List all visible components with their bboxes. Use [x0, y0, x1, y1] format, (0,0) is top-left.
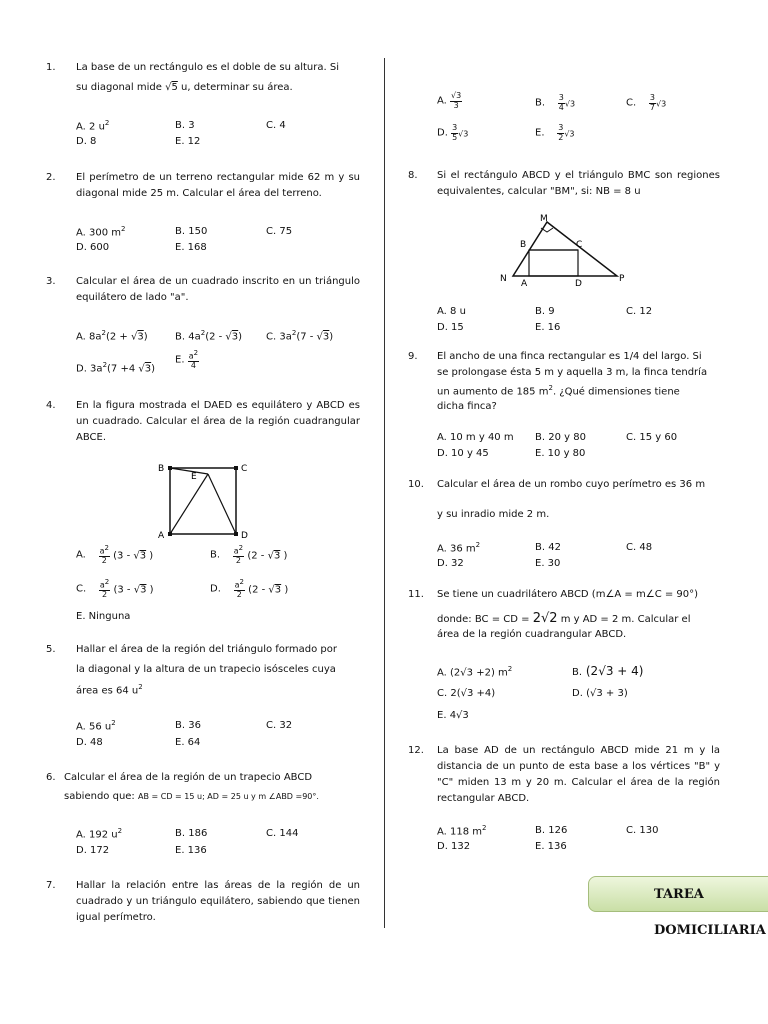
problem-12-option-e: E. 136	[535, 841, 567, 852]
problem-4-option-b: B. $\frac{a^2}{2}$ (2 - √3 )	[210, 544, 288, 566]
problem-3-option-e: E. $\frac{a^2}{4}$	[175, 349, 199, 371]
label-b: B	[520, 240, 527, 250]
problem-9-line4: dicha finca?	[437, 401, 497, 412]
segment-be	[170, 468, 208, 474]
problem-11-line1: Se tiene un cuadrilátero ABCD (m∠A = m∠C = 90°)	[437, 589, 699, 600]
problem-9-number: 9.	[408, 351, 418, 362]
problem-6-option-b: B. 186	[175, 828, 208, 839]
problem-4-option-d: D. $\frac{a^2}{2}$ (2 - √3 )	[210, 578, 289, 600]
problem-8-text: Si el rectángulo ABCD y el triángulo BMC son regiones equivalentes, calcular "BM", si: NB = 8 u	[437, 170, 720, 197]
problem-8-option-d: D. 15	[437, 322, 464, 333]
problem-11-line3: área de la región cuadrangular ABCD.	[437, 629, 627, 640]
problem-1-option-e: E. 12	[175, 136, 201, 147]
problem-5-option-b: B. 36	[175, 720, 201, 731]
problem-1-number: 1.	[46, 62, 56, 73]
problem-2-option-b: B. 150	[175, 226, 208, 237]
problem-3-number: 3.	[46, 276, 56, 287]
problem-10-option-d: D. 32	[437, 558, 464, 569]
problem-12-option-a: A. 118 $m^2$	[437, 824, 487, 838]
problem-12-text: La base AD de un rectángulo ABCD mide 21 m y la distancia de un punto de esta base a los vértices "B" y "C" miden 13 m y 20 m. Calcular el área de la región rectangular ABCD.	[437, 745, 720, 804]
problem-6-option-c: C. 144	[266, 828, 299, 839]
problem-12-option-c: C. 130	[626, 825, 659, 836]
problem-9-option-d: D. 10 y 45	[437, 448, 489, 459]
rectangle-abcd	[529, 250, 578, 276]
problem-12-option-d: D. 132	[437, 841, 471, 852]
problem-2-option-a: A. 300 $m^2$	[76, 225, 126, 239]
label-a: A	[521, 279, 528, 289]
problem-11-option-c: C. 2(√3 +4)	[437, 688, 496, 699]
problem-12-number: 12.	[408, 745, 424, 756]
problem-11-option-e: E. 4√3	[437, 710, 469, 721]
tarea-domiciliaria-banner: TAREA DOMICILIARIA	[588, 876, 768, 912]
problem-6-option-a: A. 192 $u^2$	[76, 827, 123, 841]
problem-3-option-b: B. $4a^2(2 - √3)$	[175, 329, 243, 343]
problem-5-option-d: D. 48	[76, 737, 103, 748]
label-a: A	[158, 531, 165, 541]
problem-6-option-d: D. 172	[76, 845, 110, 856]
problem-11-number: 11.	[408, 589, 424, 600]
label-e: E	[191, 472, 197, 482]
problem-5-line2: la diagonal y la altura de un trapecio isósceles cuya	[76, 664, 336, 675]
problem-7-option-a: A. $\frac{√3}{3}$	[437, 91, 462, 110]
label-d: D	[241, 531, 248, 541]
problem-6-line1: Calcular el área de la región de un trapecio ABCD	[64, 772, 313, 783]
problem-11-option-d: D. (√3 + 3)	[572, 688, 628, 699]
problem-2-text: El perímetro de un terreno rectangular mide 62 m y su diagonal mide 25 m. Calcular el área del terreno.	[76, 172, 360, 199]
problem-4-number: 4.	[46, 400, 56, 411]
problem-6-line2: sabiendo que: AB = CD = 15 u; AD = 25 u y m ∠ABD =90°.	[64, 791, 319, 802]
problem-4-figure	[150, 458, 260, 548]
label-d: D	[575, 279, 582, 289]
problem-7-number: 7.	[46, 880, 56, 891]
segment-ae	[170, 474, 208, 534]
problem-12-option-b: B. 126	[535, 825, 568, 836]
problem-7-option-c: C. $\frac{3}{7}$ √3	[626, 93, 667, 112]
problem-9-line2: se prolongase ésta 5 m y aquella 3 m, la finca tendría	[437, 367, 708, 378]
problem-11-option-b: B. (2√3 + 4)	[572, 664, 644, 678]
problem-9-option-a: A. 10 m y 40 m	[437, 432, 514, 443]
problem-8-figure	[495, 208, 635, 292]
column-divider	[384, 58, 385, 928]
problem-10-option-a: A. 36 $m^2$	[437, 541, 481, 555]
problem-8-number: 8.	[408, 170, 418, 181]
label-c: C	[241, 464, 248, 474]
problem-10-line1: Calcular el área de un rombo cuyo perímetro es 36 m	[437, 479, 706, 490]
problem-10-option-c: C. 48	[626, 542, 653, 553]
problem-10-option-b: B. 42	[535, 542, 561, 553]
problem-4-option-e: E. Ninguna	[76, 611, 131, 622]
label-m: M	[540, 214, 548, 224]
problem-8-option-b: B. 9	[535, 306, 555, 317]
problem-5-line1: Hallar el área de la región del triángulo formado por	[76, 644, 337, 655]
problem-8-option-e: E. 16	[535, 322, 561, 333]
problem-9-option-b: B. 20 y 80	[535, 432, 586, 443]
problem-5-option-a: A. 56 $u^2$	[76, 719, 116, 733]
problem-6-number: 6.	[46, 772, 56, 783]
problem-7-option-e: E. $\frac{3}{2}$ √3	[535, 123, 575, 142]
label-c: C	[576, 240, 583, 250]
problem-9-option-c: C. 15 y 60	[626, 432, 678, 443]
problem-2-number: 2.	[46, 172, 56, 183]
problem-4-option-a: A. $\frac{a^2}{2}$ (3 - √3 )	[76, 544, 154, 566]
problem-11-option-a: A. (2√3 +2) $m^2$	[437, 665, 513, 679]
vertex-b-marker	[168, 466, 172, 470]
problem-8-option-a: A. 8 u	[437, 306, 466, 317]
problem-3-text: Calcular el área de un cuadrado inscrito en un triángulo equilátero de lado "a".	[76, 276, 360, 303]
problem-10-option-e: E. 30	[535, 558, 561, 569]
vertex-c-marker	[234, 466, 238, 470]
problem-3-option-d: D. $3a^2(7 +4$ √3)	[76, 361, 156, 375]
problem-1-option-a: A. 2 $u^2$	[76, 119, 110, 133]
problem-2-option-d: D. 600	[76, 242, 110, 253]
problem-4-option-c: C. $\frac{a^2}{2}$ (3 - √3 )	[76, 578, 154, 600]
problem-2-option-e: E. 168	[175, 242, 207, 253]
problem-1-option-c: C. 4	[266, 120, 286, 131]
problem-9-line3: un aumento de 185 $m^2$. ¿Qué dimensiones tiene	[437, 384, 680, 398]
problem-7-option-b: B. $\frac{3}{4}$ √3	[535, 93, 576, 112]
problem-6-option-e: E. 136	[175, 845, 207, 856]
problem-11-line2: donde: BC = CD = 2√2 m y AD = 2 m. Calcular el	[437, 611, 691, 626]
problem-1-option-d: D. 8	[76, 136, 97, 147]
label-p: P	[619, 274, 625, 284]
problem-1-option-b: B. 3	[175, 120, 195, 131]
problem-7-text: Hallar la relación entre las áreas de la región de un cuadrado y un triángulo equilátero, sabiendo que tienen igual perímetro.	[76, 880, 360, 923]
problem-5-option-c: C. 32	[266, 720, 293, 731]
problem-10-line2: y su inradio mide 2 m.	[437, 509, 550, 520]
label-n: N	[500, 274, 507, 284]
problem-4-text: En la figura mostrada el DAED es equilátero y ABCD es un cuadrado. Calcular el área de la región cuadrangular ABCE.	[76, 400, 360, 443]
problem-8-option-c: C. 12	[626, 306, 653, 317]
problem-9-line1: El ancho de una finca rectangular es 1/4 del largo. Si	[437, 351, 702, 362]
problem-2-option-c: C. 75	[266, 226, 293, 237]
problem-5-option-e: E. 64	[175, 737, 201, 748]
problem-7-option-d: D. $\frac{3}{5}$ √3	[437, 123, 469, 142]
segment-de	[208, 474, 236, 534]
label-b: B	[158, 464, 165, 474]
problem-1-line1: La base de un rectángulo es el doble de su altura. Si	[76, 62, 339, 73]
problem-5-number: 5.	[46, 644, 56, 655]
problem-3-option-c: C. $3a^2(7 - √3)$	[266, 329, 334, 343]
problem-5-line3: área es 64 $u^2$	[76, 683, 143, 697]
problem-1-line2: su diagonal mide √5 u, determinar su área.	[76, 82, 293, 93]
problem-10-number: 10.	[408, 479, 424, 490]
square-abcd	[170, 468, 236, 534]
problem-3-option-a: A. $8a^2(2 + √3)$	[76, 329, 148, 343]
vertex-a-marker	[168, 532, 172, 536]
vertex-d-marker	[234, 532, 238, 536]
problem-9-option-e: E. 10 y 80	[535, 448, 586, 459]
